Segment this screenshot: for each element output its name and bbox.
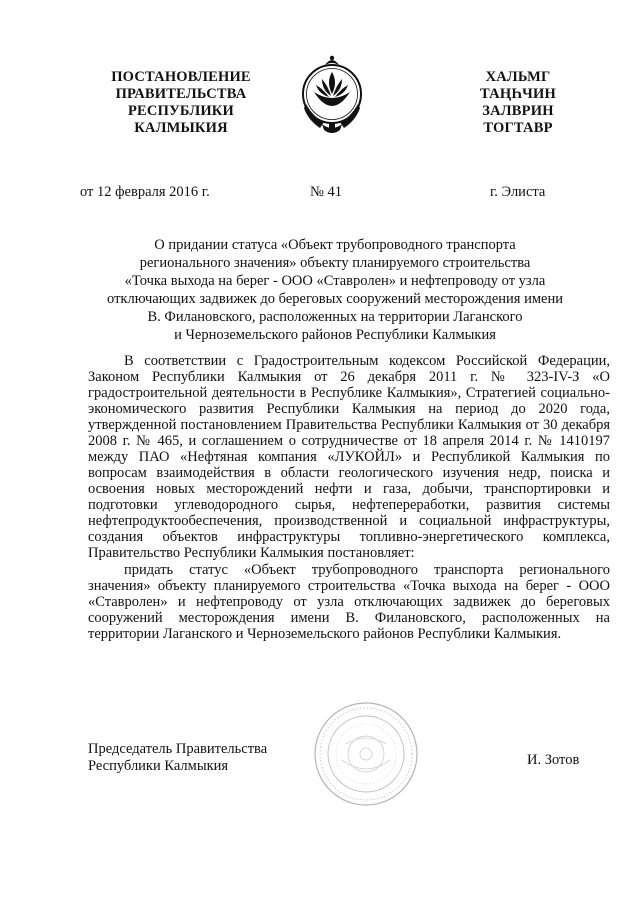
document-city: г. Элиста xyxy=(490,184,546,200)
title-line: «Точка выхода на берег - ООО «Ставролен» и нефтепроводу от узла xyxy=(124,273,546,289)
header-right-line: ТАҢҺЧИН xyxy=(480,86,556,102)
body-paragraph-preamble: В соответствии с Градостроительным кодексом Российской Федерации, Законом Республики Калмыкия от 26 декабря 2011 г. № 323-IV-З «О градостроительной деятельности в Республике Калмыкия», Стратегией социально-экономического развития Республики Калмыкия на период до 2020 года, утвержденной постановлением Правительства Республики Калмыкия от 30 декабря 2008 г. № 465, и соглашением о сотрудничестве от 18 апреля 2014 г. № 1410197 между ПАО «Нефтяная компания «ЛУКОЙЛ» и Республикой Калмыкия по вопросам взаимодействия в области геологического изучения недр, поиска и освоения новых месторождений нефти и газа, добычи, транспортировки и подготовки углеводородного сырья, нефтепереработки, развития системы нефтепродуктообеспечения, производственной и социальной инфраструктуры, создания объектов инфраструктуры топливно-энергетического комплекса, Правительство Республики Калмыкия постановляет: xyxy=(88,353,610,561)
title-line: и Черноземельского районов Республики Калмыкия xyxy=(174,327,496,343)
header-right-line: ТОГТАВР xyxy=(483,120,553,136)
header-right-line: ЗАЛВРИН xyxy=(482,103,554,119)
document-title xyxy=(100,236,570,344)
title-line: О придании статуса «Объект трубопроводного транспорта xyxy=(154,237,516,253)
signatory-name: И. Зотов xyxy=(527,752,580,768)
header-right-block xyxy=(458,69,578,137)
official-seal-stamp-icon xyxy=(312,700,420,808)
body-paragraph-resolution: придать статус «Объект трубопроводного транспорта регионального значения» объекту планируемого строительства «Точка выхода на берег - ООО «Ставролен» и нефтепроводу от узла отключающих задвижек до береговых сооружений месторождения имени В. Филановского, расположенных на территории Лаганского и Черноземельского районов Республики Калмыкия. xyxy=(88,562,610,642)
header-left-block xyxy=(96,69,266,137)
document-body xyxy=(88,353,610,642)
header-left-line: РЕСПУБЛИКИ xyxy=(127,103,235,119)
header-left-line: КАЛМЫКИЯ xyxy=(134,120,228,136)
document-number: № 41 xyxy=(310,184,342,200)
signatory-role xyxy=(88,741,267,775)
header-left-line: ПОСТАНОВЛЕНИЕ xyxy=(111,69,251,85)
header-left-line: ПРАВИТЕЛЬСТВА xyxy=(115,86,247,102)
title-line: регионального значения» объекту планируемого строительства xyxy=(139,255,531,271)
title-line: В. Филановского, расположенных на территории Лаганского xyxy=(147,309,523,325)
document-date: от 12 февраля 2016 г. xyxy=(80,184,210,200)
header-right-line: ХАЛЬМГ xyxy=(485,69,551,85)
signatory-role-line: Председатель Правительства xyxy=(88,741,268,757)
coat-of-arms-emblem-icon xyxy=(300,52,364,138)
signatory-role-line: Республики Калмыкия xyxy=(88,758,229,774)
title-line: отключающих задвижек до береговых сооружений месторождения имени xyxy=(107,291,563,307)
